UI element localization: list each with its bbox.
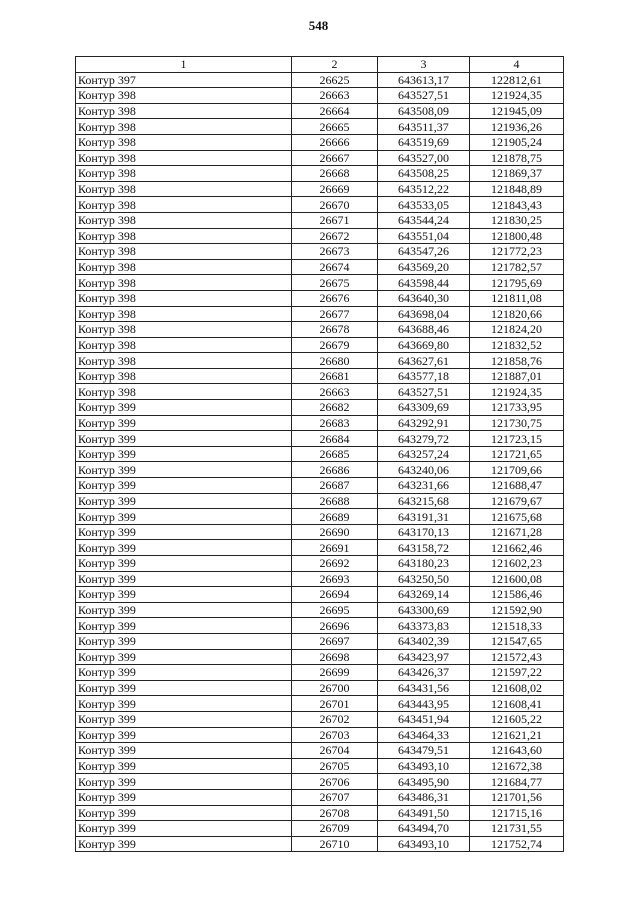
y-coordinate-cell: 121600,08 [470,571,564,587]
table-row [76,571,564,587]
y-coordinate-cell: 121721,65 [470,446,564,462]
contour-name-cell: Контур 398 [76,228,292,244]
point-number-cell: 26672 [292,228,378,244]
table-row [76,587,564,603]
point-number-cell: 26706 [292,774,378,790]
y-coordinate-cell: 121608,41 [470,696,564,712]
x-coordinate-cell: 643511,37 [378,119,470,135]
table-row [76,212,564,228]
contour-name-cell: Контур 399 [76,602,292,618]
table-row [76,618,564,634]
y-coordinate-cell: 121605,22 [470,711,564,727]
y-coordinate-cell: 121672,38 [470,758,564,774]
contour-name-cell: Контур 399 [76,618,292,634]
y-coordinate-cell: 121597,22 [470,665,564,681]
point-number-cell: 26625 [292,72,378,88]
point-number-cell: 26676 [292,290,378,306]
point-number-cell: 26684 [292,431,378,447]
x-coordinate-cell: 643698,04 [378,306,470,322]
x-coordinate-cell: 643669,80 [378,337,470,353]
y-coordinate-cell: 121795,69 [470,275,564,291]
contour-name-cell: Контур 399 [76,805,292,821]
x-coordinate-cell: 643250,50 [378,571,470,587]
x-coordinate-cell: 643180,23 [378,556,470,572]
table-row [76,134,564,150]
y-coordinate-cell: 121608,02 [470,680,564,696]
table-row [76,290,564,306]
contour-name-cell: Контур 398 [76,290,292,306]
y-coordinate-cell: 121887,01 [470,368,564,384]
y-coordinate-cell: 121945,09 [470,103,564,119]
y-coordinate-cell: 121820,66 [470,306,564,322]
contour-name-cell: Контур 397 [76,72,292,88]
y-coordinate-cell: 121924,35 [470,88,564,104]
y-coordinate-cell: 121800,48 [470,228,564,244]
table-row [76,743,564,759]
table-row [76,119,564,135]
y-coordinate-cell: 121772,23 [470,244,564,260]
point-number-cell: 26663 [292,88,378,104]
point-number-cell: 26669 [292,181,378,197]
x-coordinate-cell: 643577,18 [378,368,470,384]
table-row [76,665,564,681]
contour-name-cell: Контур 398 [76,368,292,384]
table-row [76,789,564,805]
point-number-cell: 26673 [292,244,378,260]
x-coordinate-cell: 643240,06 [378,462,470,478]
y-coordinate-cell: 121586,46 [470,587,564,603]
table-row [76,821,564,837]
table-row [76,805,564,821]
contour-name-cell: Контур 399 [76,665,292,681]
x-coordinate-cell: 643215,68 [378,493,470,509]
y-coordinate-cell: 121679,67 [470,493,564,509]
y-coordinate-cell: 121782,57 [470,259,564,275]
table-row [76,493,564,509]
x-coordinate-cell: 643527,51 [378,88,470,104]
point-number-cell: 26674 [292,259,378,275]
y-coordinate-cell: 121733,95 [470,400,564,416]
x-coordinate-cell: 643640,30 [378,290,470,306]
table-row [76,446,564,462]
contour-name-cell: Контур 399 [76,493,292,509]
table-row [76,415,564,431]
point-number-cell: 26692 [292,556,378,572]
contour-name-cell: Контур 398 [76,166,292,182]
table-row [76,633,564,649]
y-coordinate-cell: 121662,46 [470,540,564,556]
table-row [76,556,564,572]
contour-name-cell: Контур 398 [76,150,292,166]
y-coordinate-cell: 121848,89 [470,181,564,197]
point-number-cell: 26664 [292,103,378,119]
x-coordinate-cell: 643373,83 [378,618,470,634]
contour-name-cell: Контур 399 [76,415,292,431]
table-row [76,259,564,275]
point-number-cell: 26682 [292,400,378,416]
table-row [76,696,564,712]
table-row [76,166,564,182]
contour-name-cell: Контур 398 [76,259,292,275]
x-coordinate-cell: 643512,22 [378,181,470,197]
y-coordinate-cell: 121905,24 [470,134,564,150]
y-coordinate-cell: 121518,33 [470,618,564,634]
x-coordinate-cell: 643464,33 [378,727,470,743]
point-number-cell: 26689 [292,509,378,525]
table-body [76,72,564,852]
table-row [76,540,564,556]
contour-name-cell: Контур 399 [76,727,292,743]
x-coordinate-cell: 643493,10 [378,836,470,852]
x-coordinate-cell: 643170,13 [378,524,470,540]
contour-name-cell: Контур 399 [76,462,292,478]
point-number-cell: 26686 [292,462,378,478]
contour-name-cell: Контур 399 [76,446,292,462]
table-row [76,431,564,447]
point-number-cell: 26663 [292,384,378,400]
contour-name-cell: Контур 399 [76,524,292,540]
point-number-cell: 26707 [292,789,378,805]
contour-name-cell: Контур 399 [76,649,292,665]
table-row [76,727,564,743]
y-coordinate-cell: 121832,52 [470,337,564,353]
coordinates-table [75,56,564,852]
y-coordinate-cell: 121878,75 [470,150,564,166]
x-coordinate-cell: 643486,31 [378,789,470,805]
column-header-2: 2 [292,57,378,73]
contour-name-cell: Контур 399 [76,431,292,447]
y-coordinate-cell: 121830,25 [470,212,564,228]
y-coordinate-cell: 121602,23 [470,556,564,572]
point-number-cell: 26701 [292,696,378,712]
y-coordinate-cell: 121643,60 [470,743,564,759]
table-row [76,72,564,88]
contour-name-cell: Контур 398 [76,322,292,338]
y-coordinate-cell: 121824,20 [470,322,564,338]
point-number-cell: 26694 [292,587,378,603]
y-coordinate-cell: 121592,90 [470,602,564,618]
contour-name-cell: Контур 398 [76,306,292,322]
point-number-cell: 26691 [292,540,378,556]
x-coordinate-cell: 643257,24 [378,446,470,462]
x-coordinate-cell: 643495,90 [378,774,470,790]
y-coordinate-cell: 121701,56 [470,789,564,805]
y-coordinate-cell: 121936,26 [470,119,564,135]
y-coordinate-cell: 121811,08 [470,290,564,306]
point-number-cell: 26681 [292,368,378,384]
contour-name-cell: Контур 399 [76,680,292,696]
table-row [76,400,564,416]
contour-name-cell: Контур 399 [76,758,292,774]
x-coordinate-cell: 643519,69 [378,134,470,150]
table-row [76,337,564,353]
x-coordinate-cell: 643613,17 [378,72,470,88]
x-coordinate-cell: 643231,66 [378,478,470,494]
x-coordinate-cell: 643158,72 [378,540,470,556]
point-number-cell: 26683 [292,415,378,431]
contour-name-cell: Контур 399 [76,836,292,852]
table-row [76,384,564,400]
contour-name-cell: Контур 399 [76,556,292,572]
x-coordinate-cell: 643309,69 [378,400,470,416]
table-row [76,478,564,494]
point-number-cell: 26671 [292,212,378,228]
table-header-row [76,57,564,73]
table-row [76,462,564,478]
x-coordinate-cell: 643527,51 [378,384,470,400]
table-row [76,306,564,322]
y-coordinate-cell: 121731,55 [470,821,564,837]
point-number-cell: 26690 [292,524,378,540]
table-row [76,322,564,338]
contour-name-cell: Контур 399 [76,789,292,805]
point-number-cell: 26678 [292,322,378,338]
table-row [76,228,564,244]
point-number-cell: 26703 [292,727,378,743]
table-row [76,368,564,384]
x-coordinate-cell: 643547,26 [378,244,470,260]
y-coordinate-cell: 121843,43 [470,197,564,213]
y-coordinate-cell: 121730,75 [470,415,564,431]
y-coordinate-cell: 121688,47 [470,478,564,494]
contour-name-cell: Контур 398 [76,275,292,291]
y-coordinate-cell: 121723,15 [470,431,564,447]
point-number-cell: 26696 [292,618,378,634]
x-coordinate-cell: 643402,39 [378,633,470,649]
table-row [76,275,564,291]
x-coordinate-cell: 643527,00 [378,150,470,166]
contour-name-cell: Контур 398 [76,119,292,135]
y-coordinate-cell: 121547,65 [470,633,564,649]
contour-name-cell: Контур 398 [76,134,292,150]
contour-name-cell: Контур 399 [76,400,292,416]
point-number-cell: 26708 [292,805,378,821]
table-row [76,353,564,369]
contour-name-cell: Контур 399 [76,509,292,525]
y-coordinate-cell: 121709,66 [470,462,564,478]
x-coordinate-cell: 643479,51 [378,743,470,759]
point-number-cell: 26685 [292,446,378,462]
point-number-cell: 26667 [292,150,378,166]
contour-name-cell: Контур 398 [76,212,292,228]
page-number: 548 [308,18,329,33]
point-number-cell: 26709 [292,821,378,837]
point-number-cell: 26704 [292,743,378,759]
x-coordinate-cell: 643426,37 [378,665,470,681]
table-row [76,649,564,665]
x-coordinate-cell: 643533,05 [378,197,470,213]
x-coordinate-cell: 643508,25 [378,166,470,182]
x-coordinate-cell: 643451,94 [378,711,470,727]
contour-name-cell: Контур 398 [76,103,292,119]
y-coordinate-cell: 121858,76 [470,353,564,369]
x-coordinate-cell: 643269,14 [378,587,470,603]
y-coordinate-cell: 121869,37 [470,166,564,182]
point-number-cell: 26700 [292,680,378,696]
contour-name-cell: Контур 398 [76,181,292,197]
table-row [76,836,564,852]
contour-name-cell: Контур 399 [76,540,292,556]
point-number-cell: 26695 [292,602,378,618]
x-coordinate-cell: 643598,44 [378,275,470,291]
point-number-cell: 26699 [292,665,378,681]
table-row [76,602,564,618]
column-header-4: 4 [470,57,564,73]
y-coordinate-cell: 121715,16 [470,805,564,821]
x-coordinate-cell: 643569,20 [378,259,470,275]
table-row [76,181,564,197]
table-row [76,150,564,166]
point-number-cell: 26680 [292,353,378,369]
point-number-cell: 26697 [292,633,378,649]
x-coordinate-cell: 643688,46 [378,322,470,338]
x-coordinate-cell: 643508,09 [378,103,470,119]
point-number-cell: 26668 [292,166,378,182]
y-coordinate-cell: 121572,43 [470,649,564,665]
y-coordinate-cell: 121924,35 [470,384,564,400]
table-row [76,774,564,790]
contour-name-cell: Контур 399 [76,587,292,603]
point-number-cell: 26670 [292,197,378,213]
point-number-cell: 26687 [292,478,378,494]
table-row [76,509,564,525]
y-coordinate-cell: 121675,68 [470,509,564,525]
x-coordinate-cell: 643491,50 [378,805,470,821]
contour-name-cell: Контур 399 [76,696,292,712]
point-number-cell: 26666 [292,134,378,150]
point-number-cell: 26702 [292,711,378,727]
x-coordinate-cell: 643423,97 [378,649,470,665]
contour-name-cell: Контур 399 [76,774,292,790]
contour-name-cell: Контур 398 [76,88,292,104]
x-coordinate-cell: 643292,91 [378,415,470,431]
point-number-cell: 26698 [292,649,378,665]
table-row [76,88,564,104]
point-number-cell: 26675 [292,275,378,291]
y-coordinate-cell: 121752,74 [470,836,564,852]
y-coordinate-cell: 121684,77 [470,774,564,790]
x-coordinate-cell: 643443,95 [378,696,470,712]
table-row [76,197,564,213]
contour-name-cell: Контур 398 [76,337,292,353]
point-number-cell: 26705 [292,758,378,774]
contour-name-cell: Контур 399 [76,711,292,727]
point-number-cell: 26688 [292,493,378,509]
contour-name-cell: Контур 398 [76,244,292,260]
contour-name-cell: Контур 399 [76,821,292,837]
contour-name-cell: Контур 399 [76,478,292,494]
contour-name-cell: Контур 398 [76,197,292,213]
x-coordinate-cell: 643494,70 [378,821,470,837]
table-row [76,103,564,119]
contour-name-cell: Контур 399 [76,633,292,649]
table-row [76,524,564,540]
y-coordinate-cell: 121671,28 [470,524,564,540]
x-coordinate-cell: 643544,24 [378,212,470,228]
table-row [76,244,564,260]
point-number-cell: 26677 [292,306,378,322]
contour-name-cell: Контур 398 [76,384,292,400]
contour-name-cell: Контур 399 [76,571,292,587]
x-coordinate-cell: 643493,10 [378,758,470,774]
point-number-cell: 26710 [292,836,378,852]
contour-name-cell: Контур 398 [76,353,292,369]
point-number-cell: 26679 [292,337,378,353]
y-coordinate-cell: 122812,61 [470,72,564,88]
point-number-cell: 26665 [292,119,378,135]
x-coordinate-cell: 643431,56 [378,680,470,696]
x-coordinate-cell: 643551,04 [378,228,470,244]
table-row [76,758,564,774]
x-coordinate-cell: 643279,72 [378,431,470,447]
x-coordinate-cell: 643191,31 [378,509,470,525]
y-coordinate-cell: 121621,21 [470,727,564,743]
x-coordinate-cell: 643300,69 [378,602,470,618]
x-coordinate-cell: 643627,61 [378,353,470,369]
column-header-3: 3 [378,57,470,73]
table-row [76,680,564,696]
table-row [76,711,564,727]
point-number-cell: 26693 [292,571,378,587]
column-header-1: 1 [76,57,292,73]
contour-name-cell: Контур 399 [76,743,292,759]
